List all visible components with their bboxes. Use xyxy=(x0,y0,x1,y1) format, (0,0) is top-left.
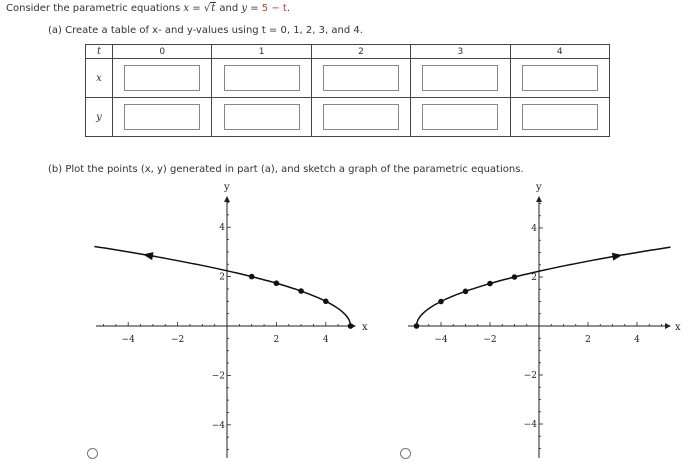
period: . xyxy=(286,3,291,14)
plot-point xyxy=(348,323,354,329)
direction-arrow xyxy=(143,252,154,260)
y-axis-arrowhead xyxy=(224,196,230,202)
t-value: 1 xyxy=(212,45,311,59)
part-b-label: (b) Plot the points (x, y) generated in part (a), and sketch a graph of the parametric equations. xyxy=(48,164,524,175)
part-a-label: (a) Create a table of x- and y-values using t = 0, 1, 2, 3, and 4. xyxy=(48,25,363,36)
plot-point xyxy=(438,299,444,305)
x-axis-label: x xyxy=(675,322,681,333)
var-y: y xyxy=(241,3,248,14)
graph-option-right xyxy=(398,180,696,458)
y-answer-input[interactable] xyxy=(224,104,300,130)
and-text: and xyxy=(216,3,242,14)
row-label-x: x xyxy=(86,59,113,98)
t-value: 3 xyxy=(411,45,510,59)
graph-left-svg xyxy=(90,180,380,458)
y-expression: 5 − t xyxy=(261,3,287,14)
graph-option-left xyxy=(90,180,380,458)
graph-right-svg xyxy=(398,180,696,458)
plot-point xyxy=(274,280,280,286)
y-tick-label: 2 xyxy=(531,273,537,283)
plot-point xyxy=(463,289,469,295)
x-answer-input[interactable] xyxy=(422,65,498,91)
x-axis-arrowhead xyxy=(665,323,671,329)
y-tick-label: −2 xyxy=(523,371,537,381)
plot-point xyxy=(414,323,420,329)
x-axis-label: x xyxy=(362,322,368,333)
t-value: 2 xyxy=(311,45,410,59)
y-answer-input[interactable] xyxy=(124,104,200,130)
question-prompt xyxy=(6,3,290,14)
y-axis-label: y xyxy=(224,182,230,193)
x-answer-input[interactable] xyxy=(224,65,300,91)
header-t: t xyxy=(86,45,113,59)
y-tick-label: 4 xyxy=(219,223,225,234)
var-t: t xyxy=(211,3,216,14)
radio-option-right[interactable] xyxy=(400,448,411,459)
plot-point xyxy=(323,299,329,305)
y-tick-label: −4 xyxy=(523,420,537,430)
y-answer-input[interactable] xyxy=(422,104,498,130)
x-tick-label: −2 xyxy=(170,335,185,345)
t-value: 0 xyxy=(113,45,212,59)
table-row-x xyxy=(86,59,610,98)
var-x: x xyxy=(183,3,190,14)
x-answer-input[interactable] xyxy=(522,65,598,91)
y-answer-input[interactable] xyxy=(323,104,399,130)
sqrt-symbol: √ xyxy=(203,3,211,14)
y-tick-label: 4 xyxy=(531,224,537,234)
y-tick-label: −4 xyxy=(211,420,225,431)
y-tick-label: 2 xyxy=(219,272,225,283)
row-label-y: y xyxy=(86,98,113,137)
x-tick-label: −4 xyxy=(434,335,448,345)
x-tick-label: 4 xyxy=(634,335,640,345)
plot-point xyxy=(512,274,518,280)
x-answer-input[interactable] xyxy=(124,65,200,91)
direction-arrow xyxy=(612,253,623,261)
parametric-curve xyxy=(94,247,350,327)
x-tick-label: −4 xyxy=(121,335,135,345)
prompt-text: Consider the parametric equations xyxy=(6,3,184,14)
t-value: 4 xyxy=(510,45,609,59)
eq-sign-y: = xyxy=(247,3,262,14)
eq-sign-x: = xyxy=(189,3,204,14)
radio-option-left[interactable] xyxy=(87,448,98,459)
y-answer-input[interactable] xyxy=(522,104,598,130)
x-tick-label: 2 xyxy=(585,335,591,345)
x-tick-label: 4 xyxy=(322,335,329,345)
plot-point xyxy=(487,281,493,287)
plot-point xyxy=(249,274,255,280)
parametric-curve xyxy=(417,247,671,326)
plot-point xyxy=(298,288,304,294)
y-axis-arrowhead xyxy=(536,196,542,202)
x-tick-label: −2 xyxy=(483,335,497,345)
table-row-y xyxy=(86,98,610,137)
xy-table xyxy=(85,44,610,137)
y-axis-label: y xyxy=(536,182,542,193)
table-row-t xyxy=(86,45,610,59)
x-answer-input[interactable] xyxy=(323,65,399,91)
y-tick-label: −2 xyxy=(211,371,225,382)
x-tick-label: 2 xyxy=(273,335,280,345)
